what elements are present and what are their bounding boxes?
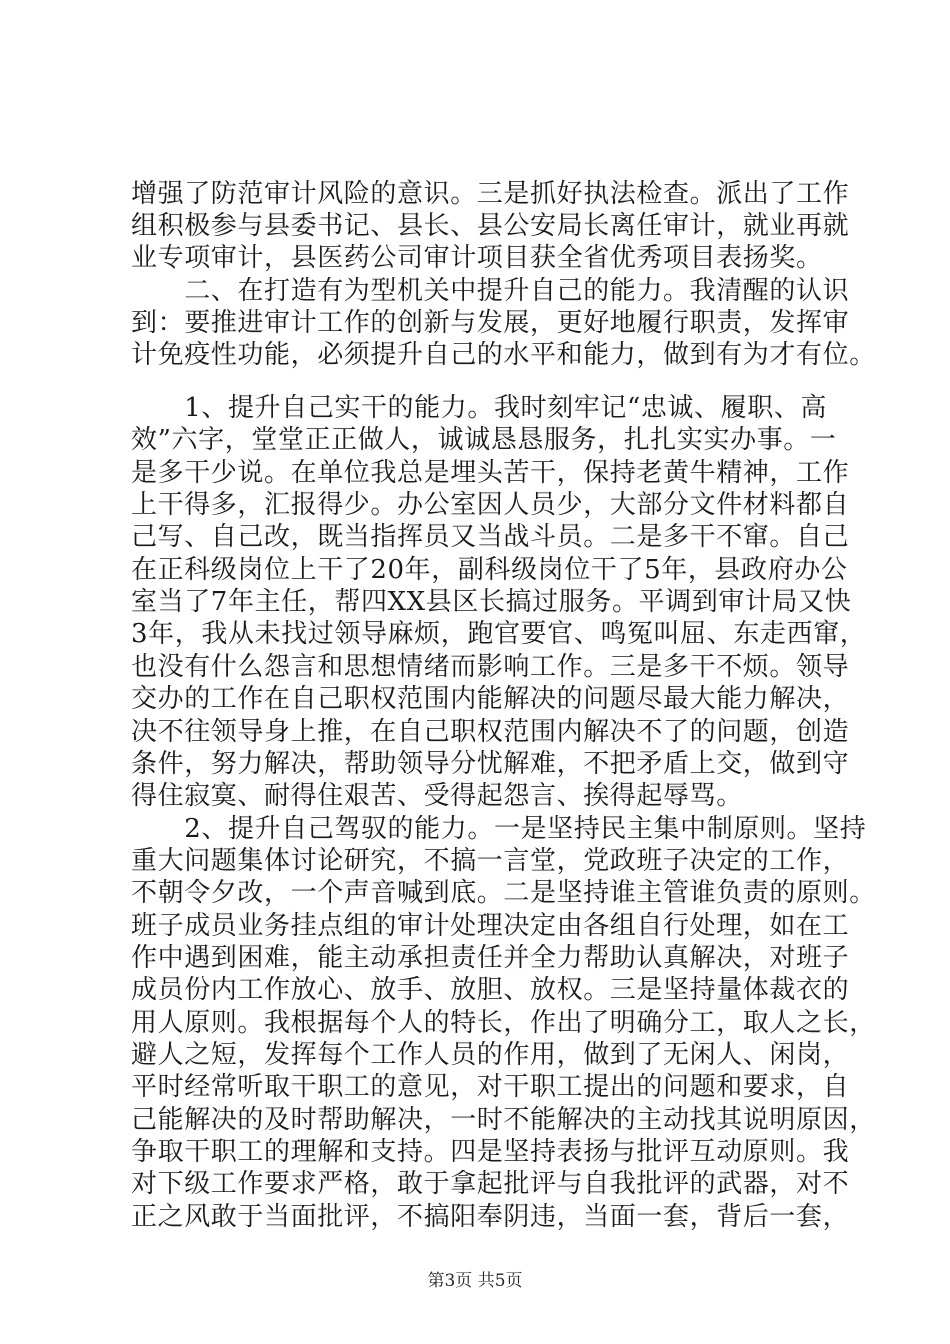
text-line: 上干得多，汇报得少。办公室因人员少，大部分文件材料都自 — [131, 490, 850, 520]
text-line: 是多干少说。在单位我总是埋头苦干，保持老黄牛精神，工作 — [131, 458, 850, 488]
text-line: 不朝令夕改，一个声音喊到底。二是坚持谁主管谁负责的原则。 — [131, 878, 876, 908]
text-line: 作中遇到困难，能主动承担责任并全力帮助认真解决，对班子 — [131, 943, 850, 973]
text-line: 正之风敢于当面批评，不搞阳奉阴违，当面一套，背后一套， — [131, 1202, 850, 1232]
text-line: 3年，我从未找过领导麻烦，跑官要官、鸣冤叫屈、东走西窜， — [131, 619, 867, 649]
text-line: 2、提升自己驾驭的能力。一是坚持民主集中制原则。坚持 — [131, 814, 867, 844]
text-line: 争取干职工的理解和支持。四是坚持表扬与批评互动原则。我 — [131, 1137, 850, 1167]
text-line: 增强了防范审计风险的意识。三是抓好执法检查。派出了工作 — [131, 179, 850, 209]
text-line: 业专项审计，县医药公司审计项目获全省优秀项目表扬奖。 — [131, 243, 823, 273]
text-line: 平时经常听取干职工的意见，对干职工提出的问题和要求，自 — [131, 1072, 850, 1102]
text-line: 己能解决的及时帮助解决，一时不能解决的主动找其说明原因， — [131, 1105, 876, 1135]
text-line: 室当了7年主任，帮四XX县区长搞过服务。平调到审计局又快 — [131, 587, 852, 617]
text-line: 条件，努力解决，帮助领导分忧解难，不把矛盾上交，做到守 — [131, 749, 850, 779]
text-line: 成员份内工作放心、放手、放胆、放权。三是坚持量体裁衣的 — [131, 975, 850, 1005]
text-line: 交办的工作在自己职权范围内能解决的问题尽最大能力解决， — [131, 684, 850, 714]
text-line: 班子成员业务挂点组的审计处理决定由各组自行处理，如在工 — [131, 911, 850, 941]
text-line: 重大问题集体讨论研究，不搞一言堂，党政班子决定的工作， — [131, 846, 850, 876]
text-line: 己写、自己改，既当指挥员又当战斗员。二是多干不窜。自己 — [131, 522, 850, 552]
text-line: 效”六字，堂堂正正做人，诚诚恳恳服务，扎扎实实办事。一 — [131, 425, 837, 455]
text-line: 计免疫性功能，必须提升自己的水平和能力，做到有为才有位。 — [131, 340, 876, 370]
page-footer: 第3页 共5页 — [427, 1271, 523, 1291]
text-line: 避人之短，发挥每个工作人员的作用，做到了无闲人、闲岗， — [131, 1040, 850, 1070]
text-line: 也没有什么怨言和思想情绪而影响工作。三是多干不烦。领导 — [131, 652, 850, 682]
text-line: 用人原则。我根据每个人的特长，作出了明确分工，取人之长， — [131, 1008, 876, 1038]
text-line: 对下级工作要求严格，敢于拿起批评与自我批评的武器，对不 — [131, 1169, 850, 1199]
text-line: 得住寂寞、耐得住艰苦、受得起怨言、挨得起辱骂。 — [131, 781, 743, 811]
text-line: 在正科级岗位上干了20年，副科级岗位干了5年，县政府办公 — [131, 555, 848, 585]
text-line: 组积极参与县委书记、县长、县公安局长离任审计，就业再就 — [131, 211, 850, 241]
text-line: 1、提升自己实干的能力。我时刻牢记“忠诚、履职、高 — [131, 393, 828, 423]
text-line: 二、在打造有为型机关中提升自己的能力。我清醒的认识 — [131, 276, 850, 306]
text-line: 决不往领导身上推，在自己职权范围内解决不了的问题，创造 — [131, 717, 850, 747]
text-line: 到：要推进审计工作的创新与发展，更好地履行职责，发挥审 — [131, 308, 850, 338]
